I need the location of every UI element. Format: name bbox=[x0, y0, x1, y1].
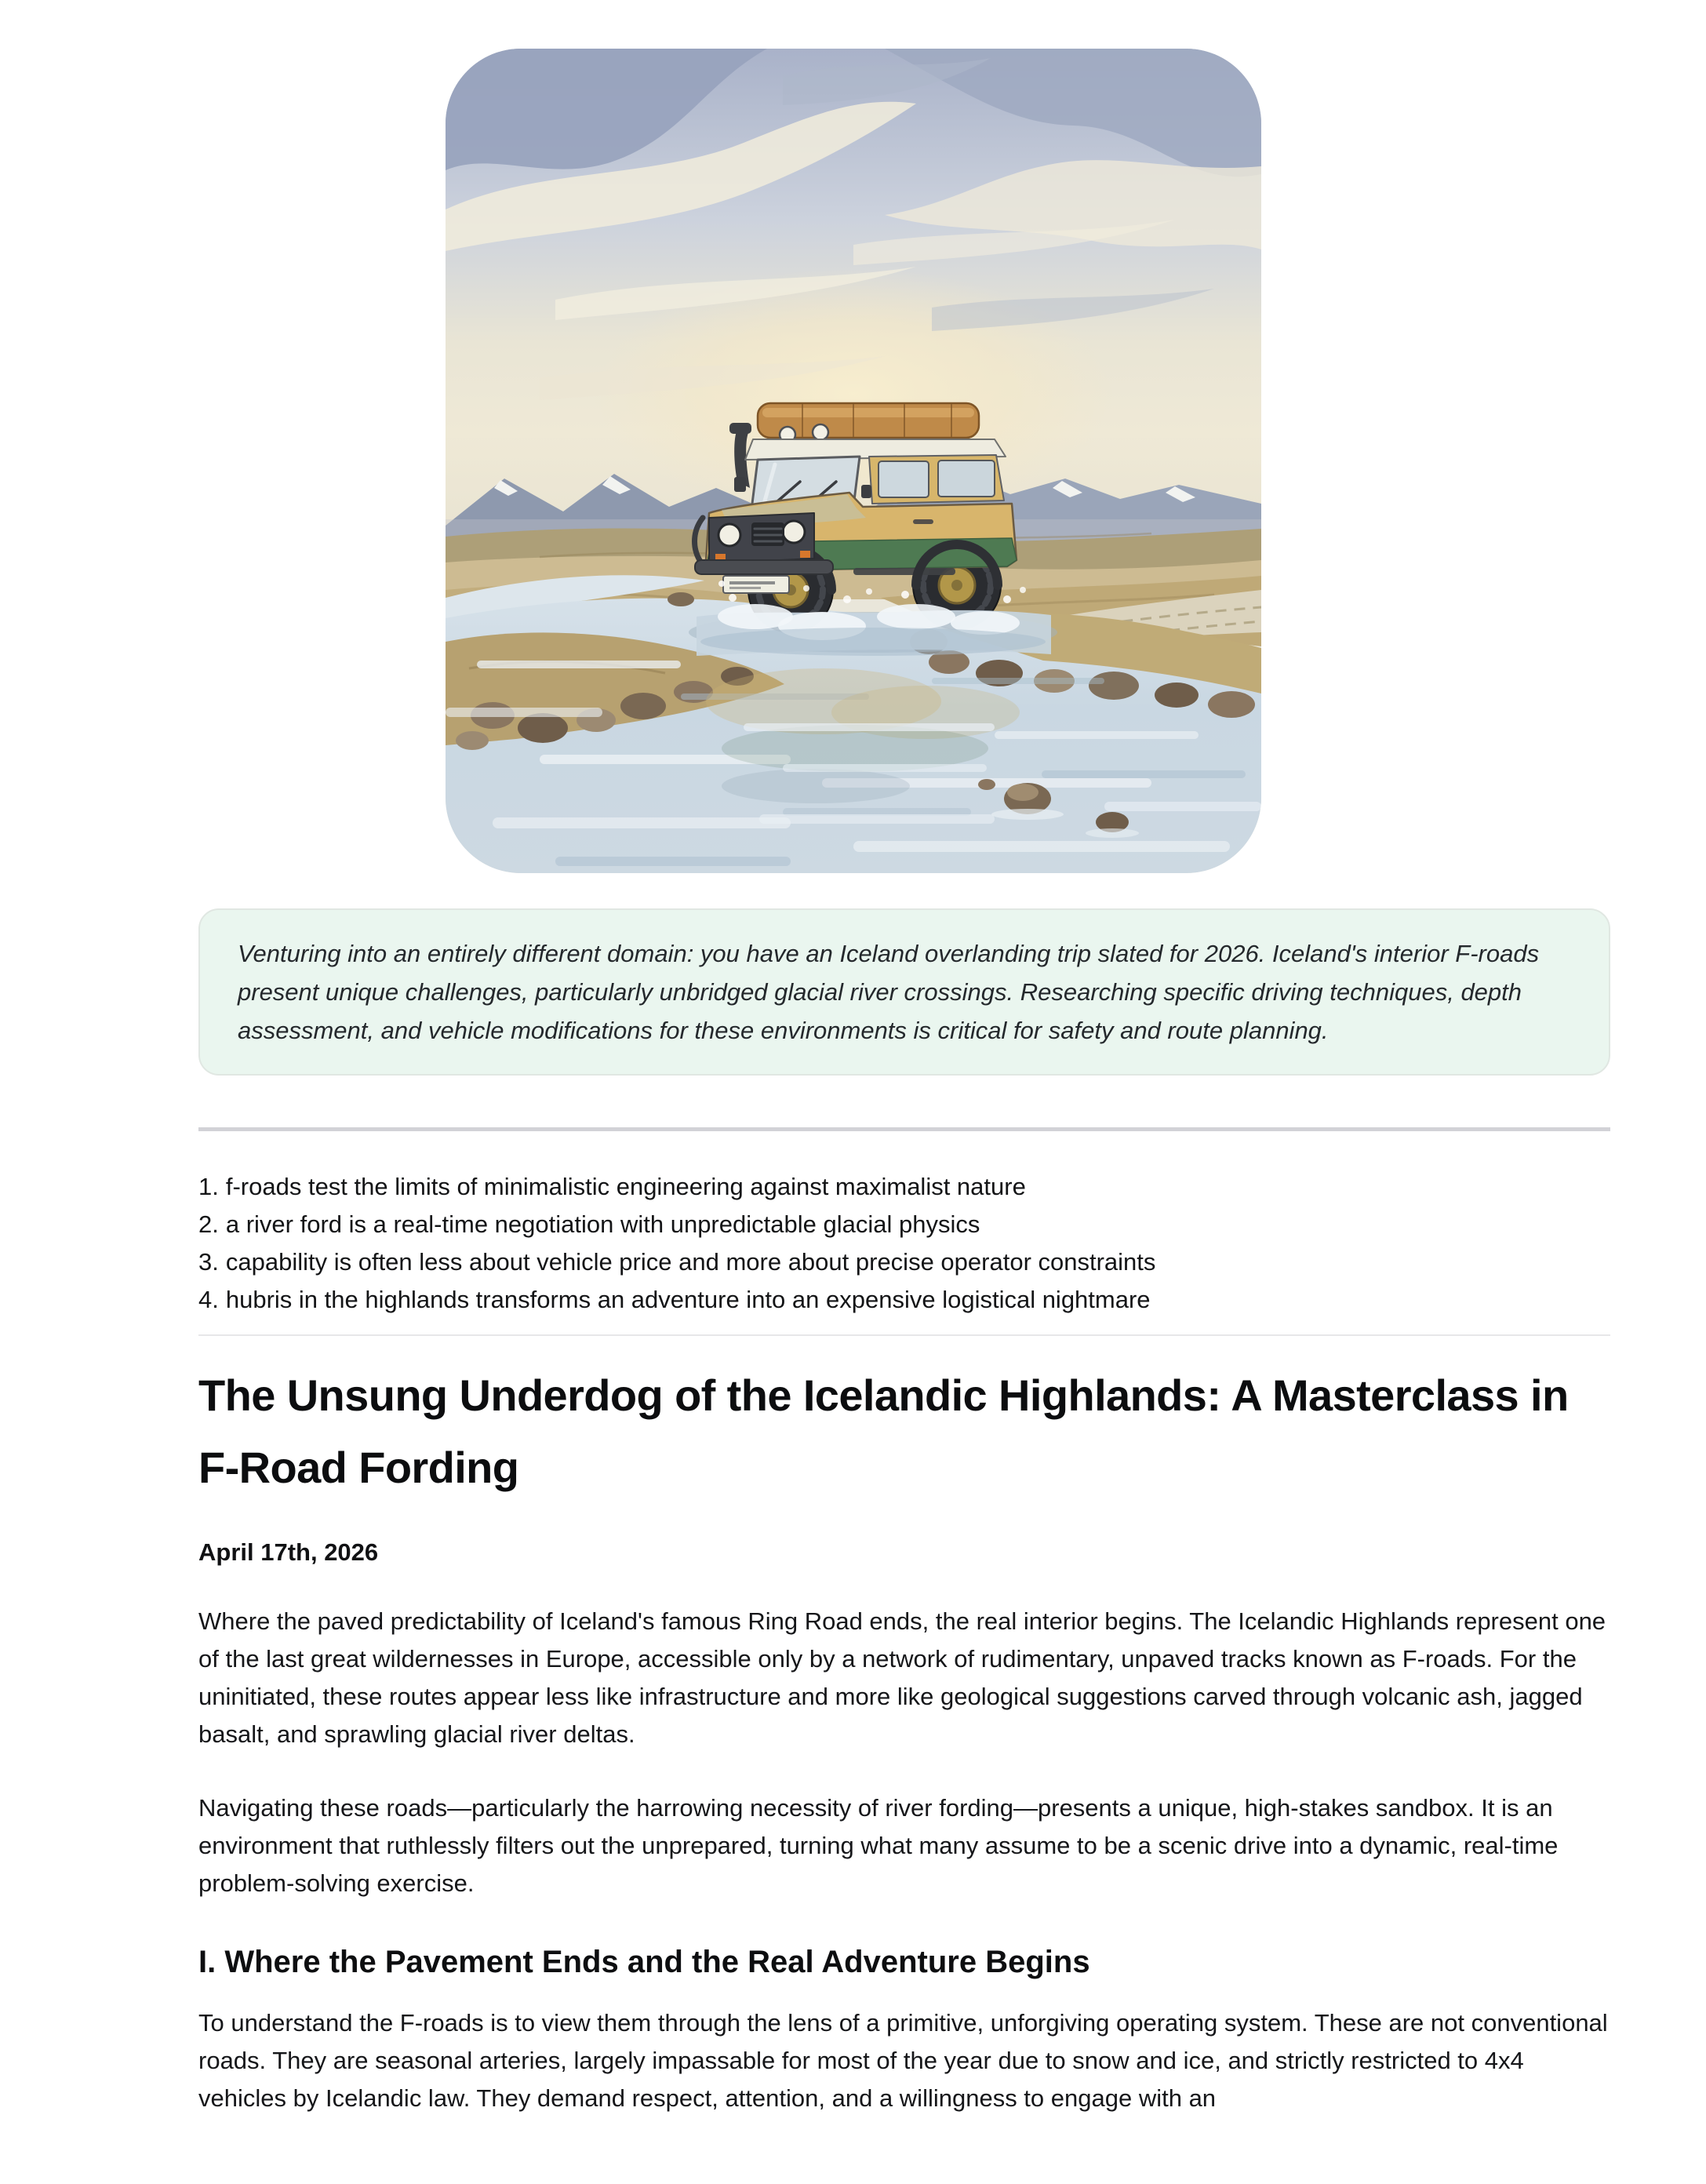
watercolor-ford-scene-illustration bbox=[446, 49, 1261, 873]
divider-thick bbox=[198, 1127, 1610, 1131]
list-item-text: capability is often less about vehicle price and more about precise operator constraints bbox=[225, 1248, 1156, 1276]
list-item bbox=[198, 1243, 1610, 1281]
list-item-text: f-roads test the limits of minimalistic engineering against maximalist nature bbox=[225, 1173, 1026, 1200]
divider-thin bbox=[198, 1334, 1610, 1336]
section-1-heading: I. Where the Pavement Ends and the Real Adventure Begins bbox=[198, 1945, 1090, 1979]
article-page bbox=[0, 49, 1706, 2117]
list-item-text: a river ford is a real-time negotiation with unpredictable glacial physics bbox=[225, 1210, 980, 1238]
list-item-number: 4. bbox=[198, 1286, 219, 1313]
list-item-number: 1. bbox=[198, 1173, 219, 1200]
list-item-number: 2. bbox=[198, 1210, 219, 1238]
takeaways-list bbox=[198, 1168, 1610, 1319]
article-body bbox=[198, 1360, 1610, 2117]
article-content bbox=[198, 908, 1610, 2117]
intro-paragraph-1: Where the paved predictability of Iceland's famous Ring Road ends, the real interior begins. The Icelandic Highlands represent one of the last great wildernesses in Europe, accessible only by a network of rudimentary, unpaved tracks known as F-roads. For the uninitiated, these routes appear less like infrastructure and more like geological suggestions carved through volcanic ash, jagged basalt, and sprawling glacial river deltas. bbox=[198, 1607, 1606, 1748]
list-item bbox=[198, 1281, 1610, 1319]
callout-text: Venturing into an entirely different domain: you have an Iceland overlanding trip slated for 2026. Iceland's interior F-roads present unique challenges, particularly unbridged glacial river crossings. Researching specific driving techniques, depth assessment, and vehicle modifications for these environments is critical for safety and route planning. bbox=[238, 940, 1540, 1044]
intro-paragraph-2: Navigating these roads—particularly the harrowing necessity of river fording—presents a unique, high-stakes sandbox. It is an environment that ruthlessly filters out the unprepared, turning what many assume to be a scenic drive into a dynamic, real-time problem-solving exercise. bbox=[198, 1794, 1559, 1897]
article-date: April 17th, 2026 bbox=[198, 1538, 379, 1566]
page-title: The Unsung Underdog of the Icelandic Highlands: A Masterclass in F-Road Fording bbox=[198, 1370, 1569, 1492]
list-item-text: hubris in the highlands transforms an adventure into an expensive logistical nightmare bbox=[225, 1286, 1151, 1313]
context-callout bbox=[198, 908, 1610, 1076]
list-item bbox=[198, 1168, 1610, 1206]
section-1-paragraph: To understand the F-roads is to view them through the lens of a primitive, unforgiving operating system. These are not conventional roads. They are seasonal arteries, largely impassable for most of the year due to snow and ice, and strictly restricted to 4x4 vehicles by Icelandic law. They demand respect, attention, and a willingness to engage with an bbox=[198, 2009, 1608, 2112]
hero-illustration bbox=[446, 49, 1261, 873]
list-item bbox=[198, 1206, 1610, 1243]
list-item-number: 3. bbox=[198, 1248, 219, 1276]
